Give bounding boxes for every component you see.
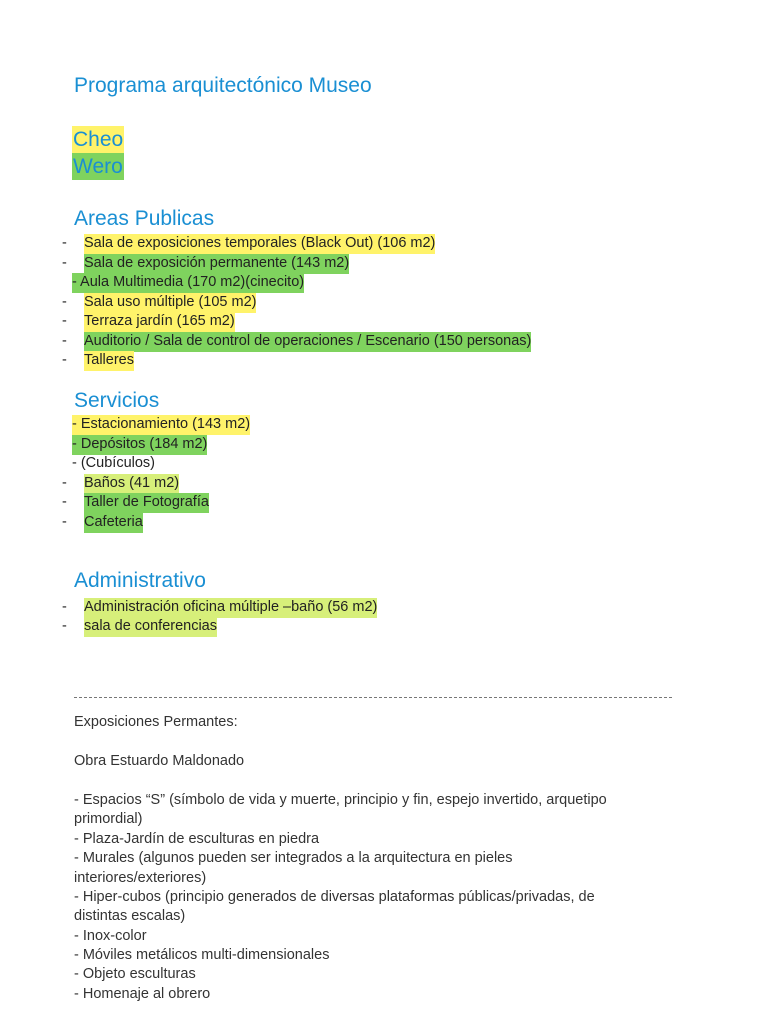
bullet-dash: - (62, 255, 67, 271)
list-item: Baños (41 m2) (84, 474, 179, 494)
exposicion-line: - Murales (algunos pueden ser integrados a la arquitectura en pieles (74, 850, 513, 866)
bullet-dash: - (62, 352, 67, 368)
list-item: - (Cubículos) (72, 455, 155, 471)
exposicion-line: - Móviles metálicos multi-dimensionales (74, 947, 330, 963)
list-item: - Depósitos (184 m2) (72, 435, 207, 455)
bullet-dash: - (62, 618, 67, 634)
heading-administrativo: Administrativo (74, 569, 206, 592)
exposicion-line: distintas escalas) (74, 908, 186, 924)
bullet-dash: - (62, 235, 67, 251)
heading-areas-publicas: Areas Publicas (74, 207, 215, 230)
exposicion-line: - Espacios “S” (símbolo de vida y muerte, principio y fin, espejo invertido, arquetipo (74, 792, 607, 808)
exposicion-line: - Inox-color (74, 928, 147, 944)
list-item: Administración oficina múltiple –baño (56 m2) (84, 598, 377, 618)
exposicion-line: interiores/exteriores) (74, 870, 207, 886)
bullet-dash: - (62, 294, 67, 310)
list-item: sala de conferencias (84, 617, 217, 637)
list-item: - Estacionamiento (143 m2) (72, 415, 250, 435)
exposicion-line: - Hiper-cubos (principio generados de diversas plataformas públicas/privadas, de (74, 889, 595, 905)
list-item: Auditorio / Sala de control de operaciones / Escenario (150 personas) (84, 332, 531, 352)
exposicion-line: - Homenaje al obrero (74, 986, 211, 1002)
bullet-dash: - (62, 514, 67, 530)
list-item: Sala uso múltiple (105 m2) (84, 293, 256, 313)
exposicion-line: primordial) (74, 811, 143, 827)
exposicion-line: - Objeto esculturas (74, 966, 196, 982)
list-item: Sala de exposición permanente (143 m2) (84, 254, 349, 274)
author-cheo: Cheo (73, 128, 124, 151)
list-item: Taller de Fotografía (84, 493, 209, 513)
bullet-dash: - (62, 494, 67, 510)
author-wero: Wero (73, 155, 123, 178)
list-item: Terraza jardín (165 m2) (84, 312, 235, 332)
list-item: Cafeteria (84, 513, 143, 533)
page-title: Programa arquitectónico Museo (74, 74, 372, 97)
dashed-divider (74, 697, 672, 698)
bullet-dash: - (62, 599, 67, 615)
bullet-dash: - (62, 313, 67, 329)
heading-servicios: Servicios (74, 389, 160, 412)
list-item: Talleres (84, 351, 134, 371)
subheading-obra: Obra Estuardo Maldonado (74, 753, 245, 769)
list-item: - Aula Multimedia (170 m2)(cinecito) (72, 273, 304, 293)
heading-exposiciones: Exposiciones Permantes: (74, 714, 238, 730)
list-item: Sala de exposiciones temporales (Black Out) (106 m2) (84, 234, 435, 254)
bullet-dash: - (62, 333, 67, 349)
exposicion-line: - Plaza-Jardín de esculturas en piedra (74, 831, 320, 847)
bullet-dash: - (62, 475, 67, 491)
